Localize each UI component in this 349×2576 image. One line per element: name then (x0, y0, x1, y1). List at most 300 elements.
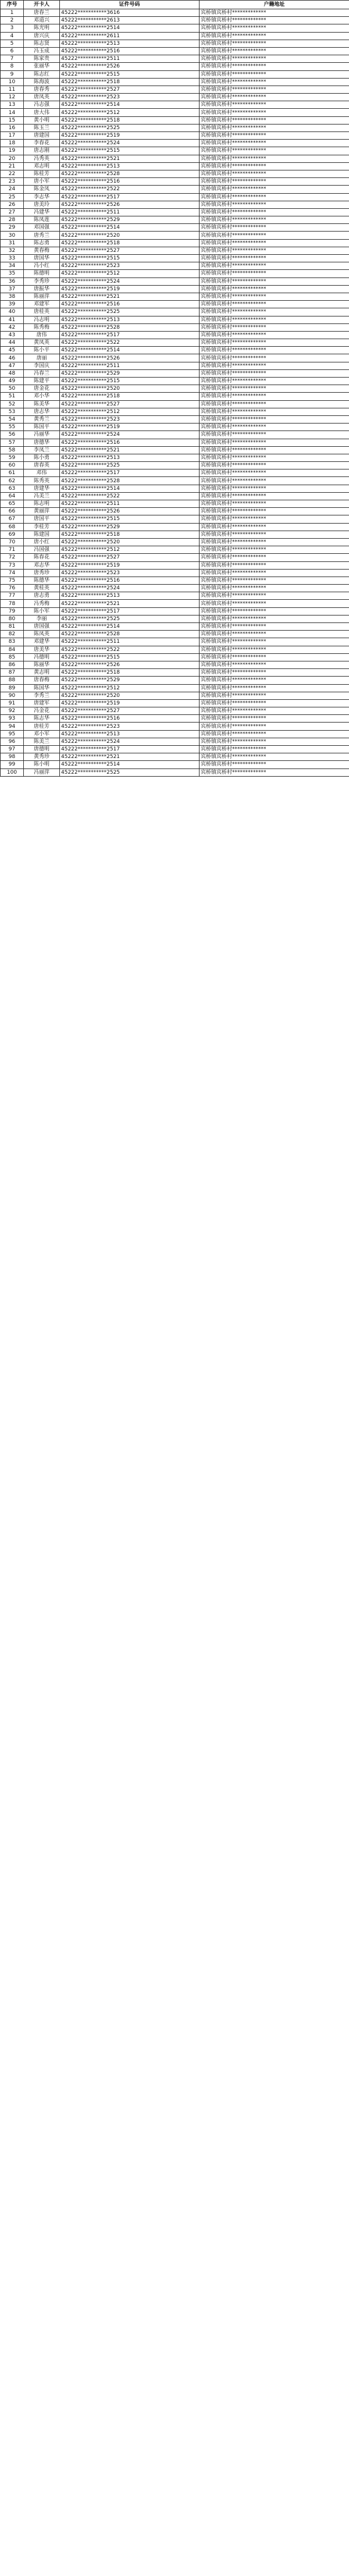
table-row (1, 147, 349, 155)
cardholder-name-cell: 邓小军 (24, 730, 60, 738)
serial-number-cell: 80 (1, 615, 24, 622)
serial-number-cell: 41 (1, 316, 24, 323)
serial-number-cell: 33 (1, 255, 24, 262)
household-address-cell: 宾桥镇宾桥村************* (200, 730, 349, 738)
serial-number-cell: 93 (1, 715, 24, 723)
table-row (1, 546, 349, 554)
cardholder-name-cell: 冯秀英 (24, 155, 60, 162)
id-number-cell: 45222***********2524 (60, 585, 200, 592)
household-address-cell: 宾桥镇宾桥村************* (200, 186, 349, 193)
table-row (1, 239, 349, 247)
table-row (1, 186, 349, 193)
household-address-cell: 宾桥镇宾桥村************* (200, 677, 349, 684)
household-address-cell: 宾桥镇宾桥村************* (200, 531, 349, 538)
cardholder-name-cell: 陈海波 (24, 78, 60, 86)
serial-number-cell: 66 (1, 508, 24, 515)
serial-number-cell: 69 (1, 531, 24, 538)
id-number-cell: 45222***********2515 (60, 378, 200, 385)
table-row (1, 638, 349, 646)
table-row (1, 730, 349, 738)
cardholder-name-cell: 唐志勇 (24, 592, 60, 600)
household-address-cell: 宾桥镇宾桥村************* (200, 653, 349, 661)
id-number-cell: 45222***********2528 (60, 323, 200, 331)
cardholder-name-cell: 黄春梅 (24, 247, 60, 254)
cardholder-name-cell: 陈小平 (24, 347, 60, 354)
table-row (1, 270, 349, 277)
table-row (1, 40, 349, 47)
cardholder-name-cell: 陈秀英 (24, 477, 60, 485)
cardholder-name-cell: 唐志华 (24, 408, 60, 415)
cardholder-name-cell: 李丽 (24, 615, 60, 622)
serial-number-cell: 78 (1, 600, 24, 607)
cardholder-name-cell: 陈家贵 (24, 55, 60, 63)
cardholder-name-cell: 陈德华 (24, 577, 60, 584)
id-number-cell: 45222***********2524 (60, 140, 200, 147)
table-row (1, 116, 349, 124)
household-address-cell: 宾桥镇宾桥村************* (200, 116, 349, 124)
table-row (1, 585, 349, 592)
household-address-cell: 宾桥镇宾桥村************* (200, 9, 349, 17)
cardholder-name-cell: 邓国强 (24, 224, 60, 232)
serial-number-cell: 68 (1, 523, 24, 531)
table-row (1, 232, 349, 239)
household-address-cell: 宾桥镇宾桥村************* (200, 554, 349, 561)
household-address-cell: 宾桥镇宾桥村************* (200, 585, 349, 592)
cardholder-name-cell: 陈凤莲 (24, 216, 60, 224)
table-row (1, 561, 349, 569)
serial-number-cell: 81 (1, 623, 24, 631)
serial-number-cell: 44 (1, 339, 24, 347)
id-number-cell: 45222***********2525 (60, 615, 200, 622)
cardholder-name-cell: 唐国强 (24, 623, 60, 631)
id-number-cell: 45222***********2518 (60, 393, 200, 400)
id-number-cell: 45222***********2513 (60, 316, 200, 323)
cardholder-name-cell: 黄桂英 (24, 585, 60, 592)
serial-number-cell: 36 (1, 277, 24, 285)
serial-number-cell: 85 (1, 653, 24, 661)
id-number-cell: 45222***********2527 (60, 400, 200, 408)
id-number-cell: 45222***********2514 (60, 101, 200, 109)
id-number-cell: 45222***********2526 (60, 508, 200, 515)
cardholder-name-cell: 冯德明 (24, 653, 60, 661)
serial-number-cell: 26 (1, 201, 24, 208)
cardholder-name-cell: 唐春梅 (24, 677, 60, 684)
serial-number-cell: 59 (1, 454, 24, 461)
household-address-cell: 宾桥镇宾桥村************* (200, 362, 349, 369)
table-row (1, 208, 349, 216)
cardholder-name-cell: 冯玉成 (24, 47, 60, 55)
household-address-cell: 宾桥镇宾桥村************* (200, 546, 349, 554)
household-address-cell: 宾桥镇宾桥村************* (200, 492, 349, 500)
household-address-cell: 宾桥镇宾桥村************* (200, 101, 349, 109)
id-number-cell: 45222***********2514 (60, 761, 200, 768)
table-row (1, 607, 349, 615)
table-row (1, 362, 349, 369)
table-row (1, 63, 349, 70)
serial-number-cell: 90 (1, 692, 24, 699)
household-address-cell: 宾桥镇宾桥村************* (200, 40, 349, 47)
serial-number-cell: 19 (1, 147, 24, 155)
household-address-cell: 宾桥镇宾桥村************* (200, 631, 349, 638)
serial-number-cell: 5 (1, 40, 24, 47)
household-address-cell: 宾桥镇宾桥村************* (200, 684, 349, 692)
id-number-cell: 45222***********2519 (60, 285, 200, 293)
serial-number-cell: 48 (1, 369, 24, 377)
header-household-address: 户籍地址 (200, 1, 349, 9)
household-address-cell: 宾桥镇宾桥村************* (200, 385, 349, 393)
table-row (1, 753, 349, 761)
serial-number-cell: 82 (1, 631, 24, 638)
serial-number-cell: 27 (1, 208, 24, 216)
serial-number-cell: 38 (1, 293, 24, 300)
serial-number-cell: 61 (1, 469, 24, 477)
household-address-cell: 宾桥镇宾桥村************* (200, 277, 349, 285)
cardholder-name-cell: 冯美兰 (24, 492, 60, 500)
household-address-cell: 宾桥镇宾桥村************* (200, 132, 349, 140)
cardholder-name-cell: 唐秀兰 (24, 232, 60, 239)
serial-number-cell: 62 (1, 477, 24, 485)
cardholder-name-cell: 唐桂芳 (24, 723, 60, 730)
table-row (1, 47, 349, 55)
id-number-cell: 45222***********2529 (60, 216, 200, 224)
household-address-cell: 宾桥镇宾桥村************* (200, 285, 349, 293)
id-number-cell: 45222***********2613 (60, 17, 200, 24)
id-number-cell: 45222***********2516 (60, 577, 200, 584)
table-row (1, 94, 349, 101)
id-number-cell: 45222***********3616 (60, 9, 200, 17)
serial-number-cell: 7 (1, 55, 24, 63)
serial-number-cell: 65 (1, 500, 24, 508)
serial-number-cell: 92 (1, 707, 24, 715)
serial-number-cell: 3 (1, 24, 24, 32)
id-number-cell: 45222***********2523 (60, 723, 200, 730)
table-row (1, 508, 349, 515)
cardholder-name-cell: 李桂芳 (24, 523, 60, 531)
household-address-cell: 宾桥镇宾桥村************* (200, 94, 349, 101)
id-number-cell: 45222***********2515 (60, 515, 200, 523)
cardholder-name-cell: 唐建华 (24, 485, 60, 492)
cardholder-name-cell: 陈丽华 (24, 661, 60, 668)
id-number-cell: 45222***********2512 (60, 270, 200, 277)
table-row (1, 723, 349, 730)
table-row (1, 347, 349, 354)
household-address-cell: 宾桥镇宾桥村************* (200, 347, 349, 354)
household-address-cell: 宾桥镇宾桥村************* (200, 378, 349, 385)
serial-number-cell: 63 (1, 485, 24, 492)
household-address-cell: 宾桥镇宾桥村************* (200, 408, 349, 415)
serial-number-cell: 8 (1, 63, 24, 70)
serial-number-cell: 86 (1, 661, 24, 668)
id-number-cell: 45222***********2525 (60, 462, 200, 469)
cardholder-name-cell: 冯小红 (24, 262, 60, 270)
table-row (1, 277, 349, 285)
table-row (1, 746, 349, 753)
cardholder-name-cell: 邓小华 (24, 393, 60, 400)
household-address-cell: 宾桥镇宾桥村************* (200, 78, 349, 86)
table-row (1, 32, 349, 40)
id-number-cell: 45222***********2511 (60, 208, 200, 216)
cardholder-name-cell: 陈建国 (24, 531, 60, 538)
id-number-cell: 45222***********2522 (60, 186, 200, 193)
household-address-cell: 宾桥镇宾桥村************* (200, 669, 349, 677)
id-number-cell: 45222***********2524 (60, 431, 200, 439)
household-address-cell: 宾桥镇宾桥村************* (200, 646, 349, 653)
table-row (1, 715, 349, 723)
cardholder-name-cell: 李国庆 (24, 362, 60, 369)
household-address-cell: 宾桥镇宾桥村************* (200, 661, 349, 668)
cardholder-name-cell: 唐兴庆 (24, 32, 60, 40)
cardholder-name-cell: 陈志华 (24, 715, 60, 723)
cardholder-name-cell: 陈美兰 (24, 738, 60, 745)
header-row (1, 1, 349, 9)
serial-number-cell: 76 (1, 585, 24, 592)
table-row (1, 477, 349, 485)
table-row (1, 216, 349, 224)
cardholder-name-cell: 陈国华 (24, 684, 60, 692)
table-row (1, 738, 349, 745)
cardholder-name-cell: 邓志华 (24, 561, 60, 569)
cardholder-name-cell: 陈凤英 (24, 631, 60, 638)
table-row (1, 354, 349, 362)
serial-number-cell: 10 (1, 78, 24, 86)
household-address-cell: 宾桥镇宾桥村************* (200, 308, 349, 316)
id-number-cell: 45222***********2526 (60, 201, 200, 208)
serial-number-cell: 29 (1, 224, 24, 232)
cardholder-name-cell: 黄秀兰 (24, 415, 60, 423)
id-number-cell: 45222***********2517 (60, 607, 200, 615)
id-number-cell: 45222***********2512 (60, 684, 200, 692)
header-id-number: 证件号码 (60, 1, 200, 9)
table-row (1, 515, 349, 523)
serial-number-cell: 100 (1, 768, 24, 776)
cardholder-name-cell: 唐金花 (24, 385, 60, 393)
household-address-cell: 宾桥镇宾桥村************* (200, 607, 349, 615)
cardholder-name-cell: 唐美玲 (24, 201, 60, 208)
serial-number-cell: 87 (1, 669, 24, 677)
household-address-cell: 宾桥镇宾桥村************* (200, 86, 349, 93)
cardholder-name-cell: 邓伟 (24, 469, 60, 477)
serial-number-cell: 51 (1, 393, 24, 400)
table-row (1, 178, 349, 186)
cardholder-name-cell: 邓建华 (24, 638, 60, 646)
cardholder-name-cell: 唐建国 (24, 132, 60, 140)
serial-number-cell: 17 (1, 132, 24, 140)
cardholder-name-cell: 邓建军 (24, 301, 60, 308)
table-row (1, 262, 349, 270)
id-number-cell: 45222***********2513 (60, 730, 200, 738)
household-address-cell: 宾桥镇宾桥村************* (200, 469, 349, 477)
household-address-cell: 宾桥镇宾桥村************* (200, 224, 349, 232)
table-row (1, 224, 349, 232)
serial-number-cell: 91 (1, 699, 24, 707)
household-address-cell: 宾桥镇宾桥村************* (200, 201, 349, 208)
id-number-cell: 45222***********2515 (60, 70, 200, 78)
serial-number-cell: 57 (1, 439, 24, 446)
cardholder-name-cell: 陈小明 (24, 761, 60, 768)
id-number-cell: 45222***********2518 (60, 531, 200, 538)
table-row (1, 155, 349, 162)
id-number-cell: 45222***********2520 (60, 692, 200, 699)
table-row (1, 140, 349, 147)
household-address-cell: 宾桥镇宾桥村************* (200, 431, 349, 439)
household-address-cell: 宾桥镇宾桥村************* (200, 592, 349, 600)
household-address-cell: 宾桥镇宾桥村************* (200, 424, 349, 431)
household-address-cell: 宾桥镇宾桥村************* (200, 692, 349, 699)
household-address-cell: 宾桥镇宾桥村************* (200, 270, 349, 277)
table-row (1, 408, 349, 415)
serial-number-cell: 53 (1, 408, 24, 415)
id-number-cell: 45222***********2511 (60, 500, 200, 508)
serial-number-cell: 97 (1, 746, 24, 753)
table-row (1, 162, 349, 170)
household-address-cell: 宾桥镇宾桥村************* (200, 208, 349, 216)
household-address-cell: 宾桥镇宾桥村************* (200, 454, 349, 461)
serial-number-cell: 30 (1, 232, 24, 239)
household-address-cell: 宾桥镇宾桥村************* (200, 162, 349, 170)
serial-number-cell: 2 (1, 17, 24, 24)
id-number-cell: 45222***********2517 (60, 193, 200, 201)
cardholder-name-cell: 冯丽华 (24, 431, 60, 439)
table-row (1, 600, 349, 607)
serial-number-cell: 25 (1, 193, 24, 201)
serial-number-cell: 67 (1, 515, 24, 523)
table-row (1, 285, 349, 293)
id-number-cell: 45222***********2523 (60, 262, 200, 270)
cardholder-name-cell: 唐建军 (24, 699, 60, 707)
id-number-cell: 45222***********2512 (60, 546, 200, 554)
table-row (1, 301, 349, 308)
id-number-cell: 45222***********2514 (60, 623, 200, 631)
id-number-cell: 45222***********2511 (60, 55, 200, 63)
id-number-cell: 45222***********2521 (60, 155, 200, 162)
id-number-cell: 45222***********2529 (60, 677, 200, 684)
household-address-cell: 宾桥镇宾桥村************* (200, 746, 349, 753)
household-address-cell: 宾桥镇宾桥村************* (200, 147, 349, 155)
id-number-cell: 45222***********2527 (60, 247, 200, 254)
id-number-cell: 45222***********2516 (60, 715, 200, 723)
serial-number-cell: 54 (1, 415, 24, 423)
id-number-cell: 45222***********2522 (60, 492, 200, 500)
cardholder-name-cell: 陈志明 (24, 500, 60, 508)
serial-number-cell: 24 (1, 186, 24, 193)
id-number-cell: 45222***********2513 (60, 592, 200, 600)
serial-number-cell: 1 (1, 9, 24, 17)
serial-number-cell: 88 (1, 677, 24, 684)
id-number-cell: 45222***********2520 (60, 538, 200, 546)
table-row (1, 424, 349, 431)
cardholder-name-cell: 黄丽萍 (24, 508, 60, 515)
cardholder-name-cell: 唐德明 (24, 746, 60, 753)
household-address-cell: 宾桥镇宾桥村************* (200, 216, 349, 224)
household-address-cell: 宾桥镇宾桥村************* (200, 255, 349, 262)
id-number-cell: 45222***********2527 (60, 86, 200, 93)
id-number-cell: 45222***********2513 (60, 162, 200, 170)
household-address-cell: 宾桥镇宾桥村************* (200, 247, 349, 254)
cardholder-name-cell: 唐小军 (24, 178, 60, 186)
cardholder-name-cell: 唐伟 (24, 331, 60, 339)
serial-number-cell: 95 (1, 730, 24, 738)
household-address-cell: 宾桥镇宾桥村************* (200, 178, 349, 186)
cardholder-name-cell: 陈丽萍 (24, 293, 60, 300)
cardholder-name-cell: 唐大伟 (24, 109, 60, 116)
household-address-cell: 宾桥镇宾桥村************* (200, 70, 349, 78)
cardholder-name-cell: 陈小勇 (24, 454, 60, 461)
id-number-cell: 45222***********2522 (60, 646, 200, 653)
table-row (1, 446, 349, 454)
id-number-cell: 45222***********2527 (60, 707, 200, 715)
cardholder-name-cell: 唐春兰 (24, 9, 60, 17)
id-number-cell: 45222***********2519 (60, 132, 200, 140)
table-row (1, 170, 349, 177)
table-row (1, 378, 349, 385)
table-row (1, 592, 349, 600)
cardholder-name-cell: 唐凤英 (24, 94, 60, 101)
cardholder-name-cell: 唐国华 (24, 255, 60, 262)
household-address-cell: 宾桥镇宾桥村************* (200, 485, 349, 492)
cardholder-name-cell: 冯志明 (24, 316, 60, 323)
serial-number-cell: 34 (1, 262, 24, 270)
cardholder-name-cell: 唐春秀 (24, 86, 60, 93)
serial-number-cell: 37 (1, 285, 24, 293)
household-address-cell: 宾桥镇宾桥村************* (200, 715, 349, 723)
cardholder-name-cell: 黄秀珍 (24, 753, 60, 761)
serial-number-cell: 13 (1, 101, 24, 109)
cardholder-name-cell: 唐德华 (24, 439, 60, 446)
id-number-cell: 45222***********2528 (60, 477, 200, 485)
id-number-cell: 45222***********2525 (60, 124, 200, 131)
serial-number-cell: 40 (1, 308, 24, 316)
id-number-cell: 45222***********2512 (60, 109, 200, 116)
household-address-cell: 宾桥镇宾桥村************* (200, 538, 349, 546)
serial-number-cell: 99 (1, 761, 24, 768)
table-row (1, 677, 349, 684)
household-address-cell: 宾桥镇宾桥村************* (200, 47, 349, 55)
table-row (1, 439, 349, 446)
id-number-cell: 45222***********2511 (60, 362, 200, 369)
cardholder-name-cell: 陈春花 (24, 554, 60, 561)
id-number-cell: 45222***********2517 (60, 331, 200, 339)
serial-number-cell: 35 (1, 270, 24, 277)
id-number-cell: 45222***********2529 (60, 369, 200, 377)
id-number-cell: 45222***********2519 (60, 699, 200, 707)
table-row (1, 454, 349, 461)
serial-number-cell: 42 (1, 323, 24, 331)
table-row (1, 692, 349, 699)
id-number-cell: 45222***********2514 (60, 224, 200, 232)
household-address-cell: 宾桥镇宾桥村************* (200, 109, 349, 116)
id-number-cell: 45222***********2518 (60, 669, 200, 677)
table-row (1, 523, 349, 531)
household-address-cell: 宾桥镇宾桥村************* (200, 155, 349, 162)
table-row (1, 255, 349, 262)
table-row (1, 369, 349, 377)
table-row (1, 86, 349, 93)
table-row (1, 768, 349, 776)
id-number-cell: 45222***********2514 (60, 485, 200, 492)
serial-number-cell: 9 (1, 70, 24, 78)
id-number-cell: 45222***********2519 (60, 561, 200, 569)
household-address-cell: 宾桥镇宾桥村************* (200, 193, 349, 201)
household-address-cell: 宾桥镇宾桥村************* (200, 331, 349, 339)
cardholder-name-cell: 唐春英 (24, 462, 60, 469)
serial-number-cell: 77 (1, 592, 24, 600)
table-header (1, 1, 349, 9)
table-row (1, 623, 349, 631)
serial-number-cell: 11 (1, 86, 24, 93)
household-address-cell: 宾桥镇宾桥村************* (200, 316, 349, 323)
table-row (1, 385, 349, 393)
household-address-cell: 宾桥镇宾桥村************* (200, 24, 349, 32)
